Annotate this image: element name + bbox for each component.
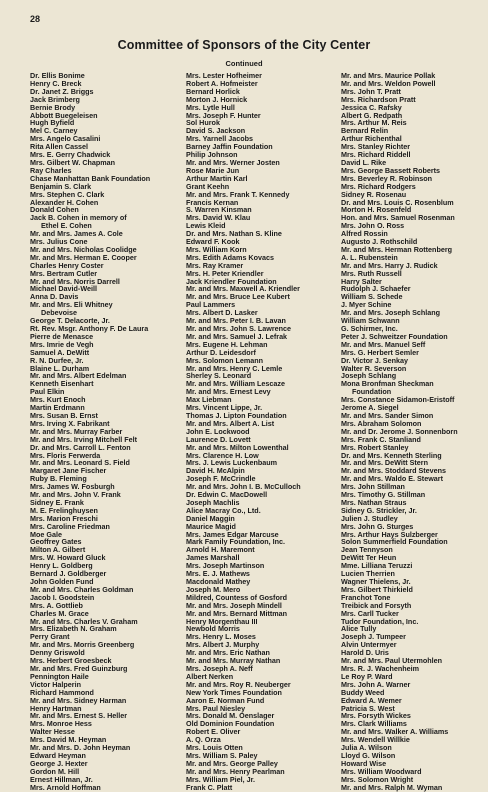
- sponsor-name: Mr. and Mrs. Eli Whitney: [30, 300, 113, 310]
- sponsor-name: Mrs. Julius Cone: [30, 237, 88, 247]
- sponsor-name: Mrs. Forsyth Wickes: [341, 711, 411, 721]
- sponsor-name: Bernard Horlick: [186, 86, 240, 96]
- sponsor-column-2: [186, 72, 301, 791]
- sponsor-name: Ray Charles: [30, 165, 72, 175]
- sponsor-name: Dr. and Mrs. Louis C. Rosenblum: [341, 197, 454, 207]
- sponsor-name: Mr. and Mrs. Albert A. List: [186, 418, 275, 428]
- sponsor-name: Thomas J. Lipton Foundation: [186, 410, 287, 420]
- sponsor-name: M. E. Frelinghuysen: [30, 505, 98, 515]
- page-subtitle: Continued: [225, 59, 263, 68]
- sponsor-name: Philip Johnson: [186, 150, 238, 160]
- sponsor-name: Arnold H. Maremont: [186, 545, 255, 555]
- sponsor-name: Richard Hammond: [30, 687, 94, 697]
- page-title: Committee of Sponsors of the City Center: [117, 38, 371, 52]
- sponsor-name: Mrs. Constance Sidamon-Eristoff: [341, 395, 455, 405]
- sponsor-name: Mr. and Mrs. Weldon Powell: [341, 78, 436, 88]
- sponsor-name: G. Schirmer, Inc.: [341, 324, 398, 333]
- sponsor-name: Henry Hartman: [30, 703, 82, 713]
- sponsor-name: Abbott Buegeleisen: [30, 110, 98, 120]
- sponsor-name: Mrs. William S. Paley: [186, 750, 258, 760]
- sponsor-name: Mrs. Louis Otten: [186, 743, 243, 753]
- sponsor-name: Victor Halperin: [30, 679, 81, 689]
- sponsor-name: Mrs. Vincent Lippe, Jr.: [186, 403, 263, 413]
- sponsor-name: Mrs. Elizabeth N. Graham: [30, 624, 117, 634]
- sponsor-name: Mr. and Mrs. Charles Goldman: [30, 584, 134, 594]
- sponsor-name: S. Warren Kinsman: [186, 205, 252, 215]
- sponsor-name: Edward A. Wemer: [341, 695, 402, 705]
- sponsor-name: Alexander H. Cohen: [30, 197, 99, 207]
- sponsor-name: Dr. Ellis Bonime: [30, 71, 85, 80]
- sponsor-name: Blaine L. Durham: [30, 363, 90, 373]
- sponsor-name: Jacob I. Goodstein: [30, 592, 95, 602]
- sponsor-column-1: [30, 72, 150, 791]
- sponsor-name: Augusto J. Rothschild: [341, 237, 418, 247]
- sponsor-name: Edward F. Kook: [186, 237, 240, 247]
- sponsor-name: Treibick and Forsyth: [341, 600, 412, 610]
- sponsor-name: Mr. and Mrs. Joseph Schlang: [341, 308, 441, 318]
- sponsor-name: Mrs. Carll Tucker: [341, 608, 399, 618]
- sponsor-name: John Golden Fund: [30, 577, 94, 586]
- sponsor-name: Mrs. Henry L. Moses: [186, 632, 256, 642]
- sponsor-name: Harry Salter: [341, 276, 382, 286]
- sponsor-name: Mrs. Marion Freschi: [30, 513, 98, 523]
- sponsor-name: Mrs. Gilbert W. Chapman: [30, 157, 116, 167]
- sponsor-name: DeWitt Ter Heun: [341, 553, 397, 563]
- sponsor-name: Jack Kriendler Foundation: [186, 276, 277, 286]
- sponsor-name: Mr. and Mrs. Leonard S. Field: [30, 458, 130, 468]
- sponsor-name: Lewis Kleid: [186, 221, 226, 231]
- sponsor-name: Mr. and Mrs. Morris Greenberg: [30, 640, 135, 650]
- sponsor-name: Julia A. Wilson: [341, 743, 392, 753]
- sponsor-name: Bernard J. Goldberger: [30, 569, 107, 579]
- sponsor-name: Mr. and Mrs. John S. Lawrence: [186, 324, 292, 333]
- sponsor-name: Alice Macray Co., Ltd.: [186, 505, 261, 515]
- sponsor-name: Ernest Hillman, Jr.: [30, 774, 93, 784]
- sponsor-name: Mr. and Mrs. Sidney Harman: [30, 695, 127, 705]
- sponsor-name: Mr. and Mrs. Werner Josten: [186, 157, 280, 167]
- sponsor-name: Mrs. William Korn: [186, 244, 247, 254]
- sponsor-name: Robert E. Oliver: [186, 727, 241, 737]
- sponsor-name: Joseph F. McCrindle: [186, 474, 256, 484]
- sponsor-name: Mrs. Abraham Solomon: [341, 418, 422, 428]
- sponsor-name: Mr. and Mrs. Norris Darrell: [30, 276, 120, 286]
- sponsor-name: Mrs. William Woodward: [341, 766, 422, 776]
- sponsor-name: Maurice Magid: [186, 521, 236, 531]
- sponsor-name: Charles Henry Coster: [30, 260, 104, 270]
- sponsor-name: Mr. and Dr. Jerome J. Sonnenborn: [341, 426, 458, 436]
- sponsor-name: Jack B. Cohen in memory of: [30, 213, 127, 223]
- sponsor-name: Mr. and Mrs. Bernard Mittman: [186, 608, 288, 618]
- sponsor-name: Mrs. George Bassett Roberts: [341, 165, 441, 175]
- sponsor-name: Mrs. Monroe Hess: [30, 719, 92, 729]
- sponsor-name: Sherley S. Leonard: [186, 371, 252, 381]
- sponsor-name: Mr. and Mrs. John V. Frank: [30, 490, 121, 500]
- sponsor-name: Mr. and Mrs. Herman Rottenberg: [341, 244, 453, 254]
- sponsor-name: Wagner Thielens, Jr.: [341, 577, 411, 586]
- sponsor-name: Mr. and Mrs. Paul Utermohlen: [341, 656, 443, 666]
- sponsor-name: Mrs. Stephen C. Clark: [30, 189, 105, 199]
- sponsor-name: Mrs. Angelo Casalini: [30, 134, 101, 144]
- sponsor-name: Dr. Janet Z. Briggs: [30, 86, 94, 96]
- sponsor-name: Mrs. John Stillman: [341, 482, 405, 492]
- sponsor-name: Mrs. Herbert Groesbeck: [30, 656, 112, 666]
- sponsor-name: Mrs. Imrie de Vegh: [30, 339, 94, 349]
- sponsor-name: Aaron E. Norman Fund: [186, 695, 265, 705]
- sponsor-name: Mrs. J. Lewis Luckenbaum: [186, 458, 278, 468]
- sponsor-name: Arthur Richenthal: [341, 134, 402, 144]
- sponsor-name: Kenneth Eisenhart: [30, 379, 94, 389]
- sponsor-name: Mrs. James W. Fosburgh: [30, 482, 115, 492]
- sponsor-name: Lucien Therrien: [341, 569, 395, 579]
- sponsor-name: Mrs. Irving X. Fabrikant: [30, 418, 110, 428]
- sponsor-name: William Schwann: [341, 316, 400, 326]
- sponsor-name: Morton J. Hornick: [186, 94, 248, 104]
- sponsor-name: Mrs. Solomon Wright: [341, 774, 414, 784]
- sponsor-name: Mrs. E. J. Mathews: [186, 569, 250, 579]
- sponsor-name: Grant Keehn: [186, 181, 230, 191]
- sponsor-name: Mrs. William Piel, Jr.: [186, 774, 256, 784]
- sponsor-name: Mrs. R. J. Wachenheim: [341, 663, 420, 673]
- sponsor-name: Le Roy P. Ward: [341, 671, 393, 681]
- sponsor-name: Newbold Morris: [186, 624, 240, 634]
- sponsor-name: Paul Elkin: [30, 387, 65, 397]
- sponsor-name: Mr. and Mrs. George Palley: [186, 758, 278, 768]
- sponsor-name: Edward Heyman: [30, 750, 86, 760]
- sponsor-name: Joseph Schlang: [341, 371, 397, 381]
- sponsor-name: Mr. and Mrs. John I. B. McCulloch: [186, 482, 301, 492]
- sponsor-name: Sol Hurok: [186, 118, 220, 128]
- sponsor-name: A. L. Rubenstein: [341, 252, 398, 262]
- sponsor-name: Sidney R. Rosenau: [341, 189, 407, 199]
- sponsor-name: Mr. and Mrs. Murray Farber: [30, 426, 123, 436]
- sponsor-name: Mrs. Stanley Richter: [341, 142, 411, 152]
- sponsor-name: J. Myer Schine: [341, 300, 392, 310]
- sponsor-name: Mrs. Paul Niesley: [186, 703, 246, 713]
- sponsor-name: Tudor Foundation, Inc.: [341, 616, 419, 626]
- sponsor-name: Jack Brimberg: [30, 94, 80, 104]
- sponsor-name: Mr. and Mrs. Joseph Mindell: [186, 600, 282, 610]
- sponsor-name: George T. Delacorte, Jr.: [30, 316, 110, 326]
- sponsor-name: Alice Tully: [341, 624, 377, 634]
- sponsor-name: Mrs. Susan B. Ernst: [30, 410, 98, 420]
- sponsor-name: Mr. and Mrs. Ernest Levy: [186, 387, 271, 397]
- sponsor-name: Laurence D. Lovett: [186, 434, 251, 444]
- sponsor-name: Mr. and Mrs. Henry C. Lemle: [186, 363, 283, 373]
- sponsor-name: Mr. and Mrs. Walker A. Williams: [341, 727, 449, 737]
- sponsor-name: James Marshall: [186, 553, 240, 563]
- sponsor-name: Mrs. Caroline Friedman: [30, 521, 110, 531]
- sponsor-name: Mrs. Lytle Hull: [186, 102, 235, 112]
- sponsor-name: Walter R. Severson: [341, 363, 407, 373]
- sponsor-name: Mr. and Mrs. Fred Guinzburg: [30, 663, 128, 673]
- sponsor-name: Milton A. Gilbert: [30, 545, 86, 555]
- sponsor-name: Mrs. Frank C. Stanliand: [341, 434, 421, 444]
- sponsor-name: Mrs. Nathan Straus: [341, 497, 407, 507]
- sponsor-name: Peter J. Schweitzer Foundation: [341, 331, 448, 341]
- sponsor-name: Mr. and Mrs. Samuel J. Lefrak: [186, 331, 288, 341]
- sponsor-name: Henry C. Breck: [30, 78, 82, 88]
- sponsor-name: Rt. Rev. Msgr. Anthony F. De Laura: [30, 324, 149, 333]
- sponsor-name: Robert A. Hofmeister: [186, 78, 258, 88]
- sponsor-name: Sidney E. Frank: [30, 497, 84, 507]
- sponsor-name: Bernie Brody: [30, 102, 76, 112]
- sponsor-name: Mr. and Mrs. Albert Edelman: [30, 371, 127, 381]
- sponsor-name: Mrs. Clark Williams: [341, 719, 407, 729]
- sponsor-name: Mrs. A. Gottlieb: [30, 600, 83, 610]
- sponsor-name: Mme. Lilliana Teruzzi: [341, 561, 413, 571]
- sponsor-name: Jean Tennyson: [341, 545, 393, 555]
- sponsor-name: Mr. and Mrs. Eric Nathan: [186, 648, 270, 658]
- sponsor-name: Mrs. Albert J. Murphy: [186, 640, 260, 650]
- sponsor-name: Benjamin S. Clark: [30, 181, 92, 191]
- sponsor-name: Dr. and Mrs. Nathan S. Kline: [186, 229, 282, 239]
- sponsor-name: Mrs. E. Gerry Chadwick: [30, 150, 111, 160]
- sponsor-name: Mrs. Timothy G. Stillman: [341, 490, 426, 500]
- sponsor-name: Dr. and Mrs. Carroll L. Fenton: [30, 442, 131, 452]
- sponsor-name: Michael David-Weill: [30, 284, 97, 294]
- sponsor-name: Mrs. Joseph Martinson: [186, 561, 265, 571]
- sponsor-name: Ethel E. Cohen: [41, 221, 92, 231]
- sponsor-name: R. N. Durfee, Jr.: [30, 355, 84, 365]
- sponsor-name: Daniel Maggin: [186, 513, 235, 523]
- sponsor-name: Perry Grant: [30, 632, 70, 642]
- sponsor-name: Mr. and Mrs. Irving Mitchell Felt: [30, 434, 138, 444]
- sponsor-name: Mrs. Joseph A. Neff: [186, 663, 253, 673]
- sponsor-name: Mrs. Kurt Enoch: [30, 395, 86, 405]
- sponsor-name: Mrs. David M. Heyman: [30, 735, 107, 745]
- sponsor-name: Mr. and Mrs. William Lescaze: [186, 379, 285, 389]
- sponsor-name: Old Dominion Foundation: [186, 719, 275, 729]
- sponsor-name: Mr. and Mrs. Peter I. B. Lavan: [186, 316, 286, 326]
- sponsor-name: Mrs. David W. Klau: [186, 213, 251, 223]
- sponsor-name: Mrs. Arthur M. Reis: [341, 118, 407, 128]
- sponsor-name: Charles M. Grace: [30, 608, 89, 618]
- sponsor-name: Mrs. Solomon Lemann: [186, 355, 264, 365]
- sponsor-name: Mr. and Mrs. Stoddard Stevens: [341, 466, 447, 476]
- sponsor-name: Foundation: [352, 387, 392, 397]
- sponsor-name: Mrs. Ruth Russell: [341, 268, 402, 278]
- sponsor-name: Mr. and Mrs. D. John Heyman: [30, 743, 131, 753]
- sponsor-name: Mrs. Albert D. Lasker: [186, 308, 258, 318]
- sponsor-name: Mrs. Robert Stanley: [341, 442, 409, 452]
- sponsor-name: Mrs. James Edgar Marcuse: [186, 529, 279, 539]
- sponsor-name: Macdonald Mathey: [186, 577, 251, 586]
- sponsor-name: Dr. and Mrs. Kenneth Sterling: [341, 450, 442, 460]
- sponsor-name: Walter Hesse: [30, 727, 75, 737]
- sponsor-name: Mr. and Mrs. Waldo E. Stewart: [341, 474, 443, 484]
- sponsor-name: New York Times Foundation: [186, 687, 282, 697]
- sponsor-name: Alfred Rossin: [341, 229, 388, 239]
- sponsor-name: Mrs. Clarence H. Low: [186, 450, 259, 460]
- sponsor-name: Henry Morgenthau III: [186, 616, 258, 626]
- sponsor-name: Frank C. Platt: [186, 782, 233, 792]
- sponsor-name: Alvin Untermyer: [341, 640, 397, 650]
- sponsor-name: Hon. and Mrs. Samuel Rosenman: [341, 213, 455, 223]
- sponsor-name: Francis Kernan: [186, 197, 239, 207]
- sponsor-column-3: [341, 72, 458, 791]
- sponsor-name: Denny Griswold: [30, 648, 85, 658]
- sponsor-name: Mel C. Carney: [30, 126, 78, 136]
- sponsor-name: Donald Cohen: [30, 205, 79, 215]
- sponsor-name: Debevoise: [41, 308, 77, 318]
- sponsor-name: Max Liebman: [186, 395, 232, 405]
- sponsor-name: Howard Wise: [341, 758, 387, 768]
- sponsor-name: Mrs. W. Howard Gluck: [30, 553, 106, 563]
- sponsor-name: Rita Allen Cassel: [30, 142, 89, 152]
- sponsor-name: Geoffrey Gates: [30, 537, 82, 547]
- sponsor-name: Moe Gale: [30, 529, 62, 539]
- sponsor-name: John E. Lockwood: [186, 426, 250, 436]
- sponsor-name: Joseph M. Mero: [186, 584, 241, 594]
- sponsor-name: Mrs. Ray Kramer: [186, 260, 244, 270]
- sponsor-name: Mr. and Mrs. Nicholas Coolidge: [30, 244, 137, 254]
- sponsor-name: Julien J. Studley: [341, 513, 398, 523]
- sponsor-name: Mrs. Beverley R. Robinson: [341, 173, 433, 183]
- sponsor-name: Mrs. Richardson Pratt: [341, 94, 416, 104]
- sponsor-name: Mrs. Gilbert Thirkield: [341, 584, 413, 594]
- sponsor-name: Arthur Martin Karl: [186, 173, 248, 183]
- sponsor-name: Barney Jaffin Foundation: [186, 142, 273, 152]
- sponsor-name: Bernard Relin: [341, 126, 389, 136]
- sponsor-name: William S. Schede: [341, 292, 403, 302]
- sponsor-name: Mrs. H. Peter Kriendler: [186, 268, 264, 278]
- sponsor-name: Mr. and Mrs. Roy R. Neuberger: [186, 679, 291, 689]
- sponsor-name: Mr. and Mrs. DeWitt Stern: [341, 458, 428, 468]
- sponsor-name: Rose Marie Jun: [186, 165, 240, 175]
- sponsor-name: Mr. and Mrs. James A. Cole: [30, 229, 123, 239]
- sponsor-name: Harold D. Uris: [341, 648, 389, 658]
- sponsor-name: Mrs. John A. Warner: [341, 679, 411, 689]
- sponsor-name: Mr. and Mrs. Maurice Pollak: [341, 71, 436, 80]
- sponsor-name: Pennington Haile: [30, 671, 89, 681]
- sponsor-name: Sidney G. Strickler, Jr.: [341, 505, 417, 515]
- sponsor-name: Patricia S. West: [341, 703, 395, 713]
- sponsor-name: A. Q. Orza: [186, 735, 221, 745]
- sponsor-name: Jessica C. Rafsky: [341, 102, 402, 112]
- sponsor-name: Ruby B. Fleming: [30, 474, 87, 484]
- sponsor-name: Solon Summerfield Foundation: [341, 537, 448, 547]
- sponsor-name: Mr. and Mrs. Manuel Seff: [341, 339, 426, 349]
- sponsor-name: Mr. and Mrs. Bruce Lee Kubert: [186, 292, 290, 302]
- sponsor-name: Mrs. Richard Rodgers: [341, 181, 416, 191]
- sponsor-name: Mr. and Mrs. Frank T. Kennedy: [186, 189, 290, 199]
- sponsor-name: Joseph Machlis: [186, 497, 240, 507]
- sponsor-name: David L. Rike: [341, 157, 387, 167]
- sponsor-name: Buddy Weed: [341, 687, 385, 697]
- sponsor-name: Joseph J. Tumpeer: [341, 632, 406, 642]
- sponsor-name: Mr. and Mrs. Maxwell A. Kriendler: [186, 284, 300, 294]
- sponsor-name: Pierre de Menasce: [30, 331, 94, 341]
- sponsor-name: Paul Lammers: [186, 300, 236, 310]
- sponsor-name: George J. Hexter: [30, 758, 88, 768]
- sponsor-name: Mrs. Lester Hofheimer: [186, 71, 262, 80]
- sponsor-name: Arthur D. Leidesdorf: [186, 347, 256, 357]
- sponsor-name: Henry L. Goldberg: [30, 561, 93, 571]
- sponsor-name: Mr. and Mrs. Sander Simon: [341, 410, 434, 420]
- sponsor-name: Mrs. John O. Ross: [341, 221, 405, 231]
- page-number: 28: [30, 14, 41, 24]
- sponsor-name: Franchot Tone: [341, 592, 391, 602]
- sponsor-name: Anna D. Davis: [30, 292, 79, 302]
- sponsor-name: Rudolph J. Schaefer: [341, 284, 411, 294]
- sponsor-name: Mrs. John T. Pratt: [341, 86, 401, 96]
- sponsor-name: Albert Nerken: [186, 671, 234, 681]
- sponsor-name: Dr. Edwin C. MacDowell: [186, 490, 268, 500]
- sponsor-name: David S. Jackson: [186, 126, 246, 136]
- sponsor-name: Mr. and Mrs. Harry J. Rudick: [341, 260, 438, 270]
- sponsor-name: Mildred, Countess of Gosford: [186, 592, 288, 602]
- sponsor-name: Jerome A. Siegel: [341, 403, 399, 413]
- sponsor-name: Mr. and Mrs. Henry Pearlman: [186, 766, 285, 776]
- sponsor-name: Mrs. Wendell Willkie: [341, 735, 410, 745]
- sponsor-name: Mrs. Edith Adams Kovacs: [186, 252, 275, 262]
- sponsor-name: Mrs. Yarnell Jacobs: [186, 134, 253, 144]
- sponsor-name: Mr. and Mrs. Murray Nathan: [186, 656, 281, 666]
- sponsor-name: Margaret Jane Fischer: [30, 466, 107, 476]
- sponsor-name: Gordon M. Hill: [30, 766, 80, 776]
- sponsor-name: Morton H. Rosenfeld: [341, 205, 412, 215]
- sponsor-name: Mr. and Mrs. Ernest S. Heller: [30, 711, 128, 721]
- sponsor-name: Mr. and Mrs. Milton Lowenthal: [186, 442, 289, 452]
- sponsor-name: Mrs. Joseph F. Hunter: [186, 110, 261, 120]
- sponsor-name: Mr. and Mrs. Ralph M. Wyman: [341, 782, 443, 792]
- sponsor-name: Lloyd G. Wilson: [341, 750, 396, 760]
- sponsor-name: Mona Bronfman Sheckman: [341, 379, 434, 389]
- sponsor-name: Chase Manhattan Bank Foundation: [30, 173, 151, 183]
- sponsor-name: Hugh Byfield: [30, 118, 75, 128]
- sponsor-name: Mrs. Floris Ferwerda: [30, 450, 101, 460]
- sponsor-name: Samuel A. DeWitt: [30, 347, 90, 357]
- sponsor-name: Mrs. Bertram Cutler: [30, 268, 98, 278]
- sponsor-name: Albert G. Redpath: [341, 110, 403, 120]
- sponsor-name: Mr. and Mrs. Herman E. Cooper: [30, 252, 137, 262]
- sponsor-name: Dr. Victor J. Senkay: [341, 355, 408, 365]
- sponsor-name: Mark Family Foundation, Inc.: [186, 537, 286, 547]
- sponsor-name: Mrs. Richard Riddell: [341, 150, 411, 160]
- sponsor-name: Mrs. John G. Sturges: [341, 521, 414, 531]
- sponsor-name: Mrs. G. Herbert Semler: [341, 347, 419, 357]
- sponsor-name: Mr. and Mrs. Charles V. Graham: [30, 616, 138, 626]
- sponsor-name: Mrs. Donald M. Oenslager: [186, 711, 275, 721]
- sponsor-name: Martin Erdmann: [30, 403, 85, 413]
- sponsor-name: David H. McAlpin: [186, 466, 245, 476]
- sponsor-name: Mrs. Arnold Hoffman: [30, 782, 101, 792]
- sponsor-name: Mrs. Eugene H. Lehman: [186, 339, 268, 349]
- sponsor-name: Mrs. Arthur Hays Sulzberger: [341, 529, 438, 539]
